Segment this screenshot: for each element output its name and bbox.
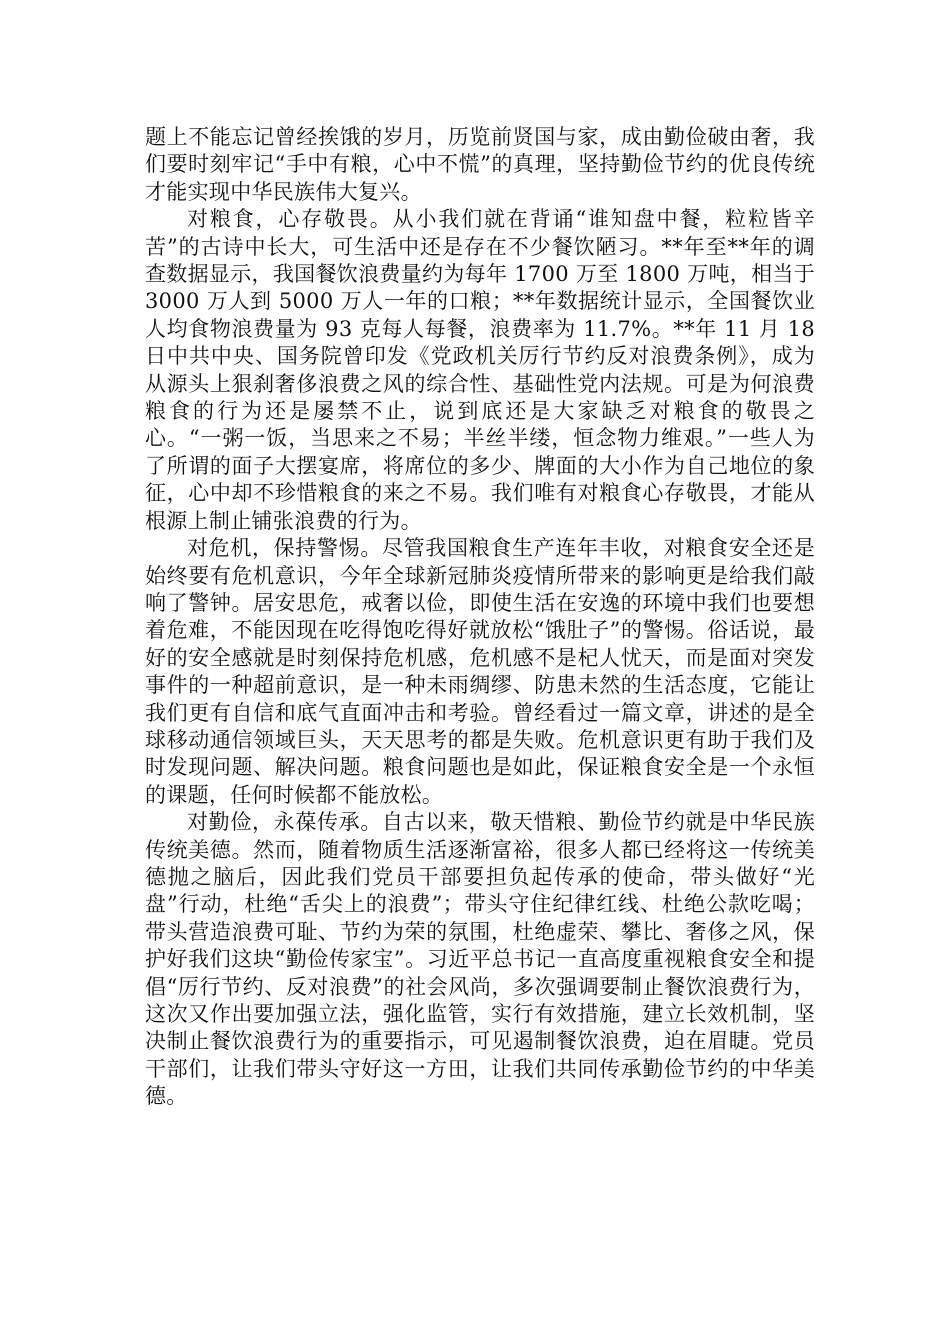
paragraph-crisis-vigilance: 对危机，保持警惕。尽管我国粮食生产连年丰收，对粮食安全还是始终要有危机意识，今年全球新冠肺炎疫情所带来的影响更是给我们敲响了警钟。居安思危，戒奢以俭，即使生活在安逸的环境中我们也要想着危难，不能因现在吃得饱吃得好就放松“饿肚子”的警惕。俗话说，最好的安全感就是时刻保持危机感，危机感不是杞人忧天，而是面对突发事件的一种超前意识，是一种未雨绸缪、防患未然的生活态度，它能让我们更有自信和底气直面冲击和考验。曾经看过一篇文章，讲述的是全球移动通信领域巨头，天天思考的都是失败。危机意识更有助于我们及时发现问题、解决问题。粮食问题也是如此，保证粮食安全是一个永恒的课题，任何时候都不能放松。 bbox=[145, 536, 815, 807]
paragraph-continuation: 题上不能忘记曾经挨饿的岁月，历览前贤国与家，成由勤俭破由奢，我们要时刻牢记“手中有粮，心中不慌”的真理，坚持勤俭节约的优良传统才能实现中华民族伟大复兴。 bbox=[145, 125, 815, 204]
document-body bbox=[145, 124, 815, 1111]
paragraph-thrift-inheritance: 对勤俭，永葆传承。自古以来，敬天惜粮、勤俭节约就是中华民族传统美德。然而，随着物质生活逐渐富裕，很多人都已经将这一传统美德抛之脑后，因此我们党员干部要担负起传承的使命，带头做好“光盘”行动，杜绝“舌尖上的浪费”；带头守住纪律红线、杜绝公款吃喝；带头营造浪费可耻、节约为荣的氛围，杜绝虚荣、攀比、奢侈之风，保护好我们这块“勤俭传家宝”。习近平总书记一直高度重视粮食安全和提倡“厉行节约、反对浪费”的社会风尚，多次强调要制止餐饮浪费行为，这次又作出要加强立法，强化监管，实行有效措施，建立长效机制，坚决制止餐饮浪费行为的重要指示，可见遏制餐饮浪费，迫在眉睫。党员干部们，让我们带头守好这一方田，让我们共同传承勤俭节约的中华美德。 bbox=[145, 810, 815, 1109]
paragraph-grain-respect: 对粮食，心存敬畏。从小我们就在背诵“谁知盘中餐，粒粒皆辛苦”的古诗中长大，可生活中还是存在不少餐饮陋习。**年至**年的调查数据显示，我国餐饮浪费量约为每年 1700 万至 1800 万吨，相当于 3000 万人到 5000 万人一年的口粮；**年数据统计显示，全国餐饮业人均食物浪费量为 93 克每人每餐，浪费率为 11.7%。**年 11 月 18 日中共中央、国务院曾印发《党政机关厉行节约反对浪费条例》，成为从源头上狠刹奢侈浪费之风的综合性、基础性党内法规。可是为何浪费粮食的行为还是屡禁不止，说到底还是大家缺乏对粮食的敬畏之心。“一粥一饭，当思来之不易；半丝半缕，恒念物力维艰。”一些人为了所谓的面子大摆宴席，将席位的多少、牌面的大小作为自己地位的象征，心中却不珍惜粮食的来之不易。我们唯有对粮食心存敬畏，才能从根源上制止铺张浪费的行为。 bbox=[145, 207, 815, 533]
